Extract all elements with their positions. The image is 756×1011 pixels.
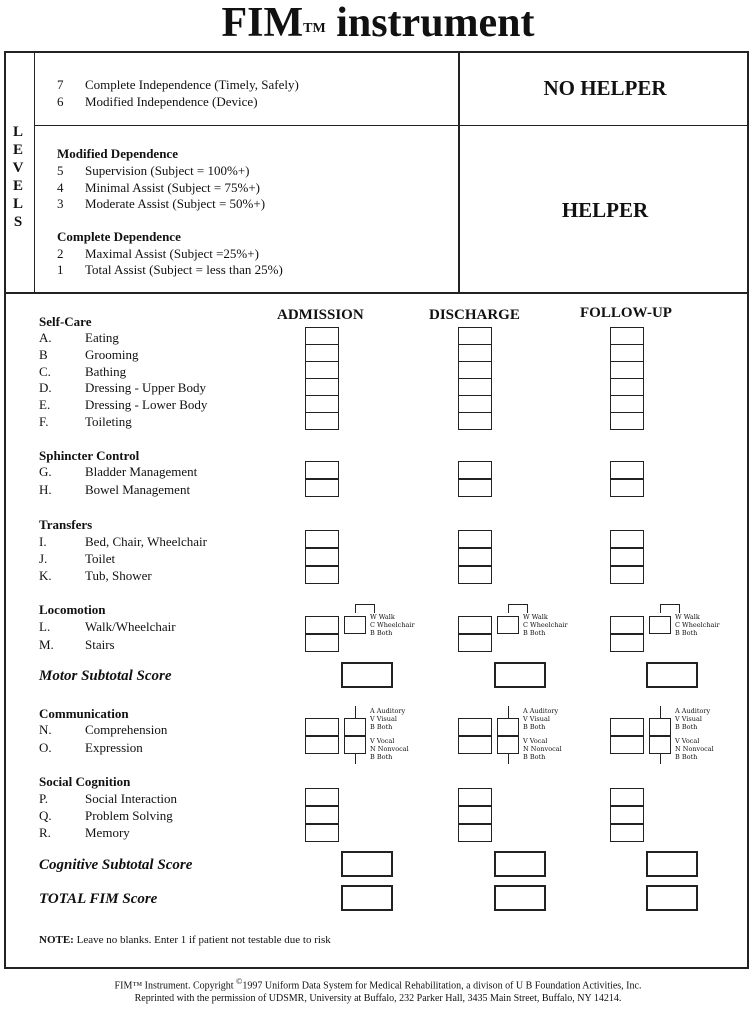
- levels-divider-left: [34, 52, 35, 292]
- cognitive-subtotal-box-admission[interactable]: [341, 851, 393, 877]
- item-label: Social Interaction: [85, 791, 178, 806]
- comprehension-option: V Visual: [523, 715, 550, 723]
- score-box-expression-admission[interactable]: [305, 736, 339, 754]
- score-box-stairs-follow-up[interactable]: [610, 634, 644, 652]
- score-box-comprehension-discharge[interactable]: [458, 718, 492, 736]
- score-box-walk-wheelchair-follow-up[interactable]: [610, 616, 644, 634]
- item-letter: J.: [39, 551, 48, 566]
- item-label: Walk/Wheelchair: [85, 619, 176, 634]
- footer-copyright-b: 1997 Uniform Data System for Medical Rehabilitation, a divison of U B Foundation Activities, Inc.: [242, 980, 642, 992]
- item-label: Problem Solving: [85, 808, 173, 823]
- score-box-social-interaction-follow-up[interactable]: [610, 788, 644, 806]
- level-number: 1: [57, 262, 64, 277]
- note-text: Leave no blanks. Enter 1 if patient not testable due to risk: [73, 934, 331, 946]
- item-label: Grooming: [85, 347, 139, 362]
- item-toilet: [39, 551, 115, 567]
- mode-box-comprehension-admission[interactable]: [344, 718, 366, 736]
- level-number: 3: [57, 196, 64, 211]
- communication-bracket: [508, 754, 509, 764]
- levels-letter: L: [12, 196, 23, 212]
- locomotion-option: B Both: [370, 629, 393, 637]
- score-box-eating-admission[interactable]: [305, 327, 339, 345]
- section-locomotion: Locomotion: [39, 602, 106, 617]
- score-box-tub-shower-discharge[interactable]: [458, 566, 492, 584]
- expression-option: N Nonvocal: [523, 745, 562, 753]
- score-box-toileting-discharge[interactable]: [458, 412, 492, 430]
- item-label: Comprehension: [85, 722, 168, 737]
- level-number: 6: [57, 94, 64, 109]
- level-number: 2: [57, 246, 64, 261]
- item-letter: E.: [39, 397, 51, 412]
- score-box-bed-chair-discharge[interactable]: [458, 530, 492, 548]
- score-box-comprehension-admission[interactable]: [305, 718, 339, 736]
- item-bladder: [39, 464, 197, 480]
- cognitive-subtotal-label: Cognitive Subtotal Score: [39, 857, 193, 873]
- item-label: Memory: [85, 825, 130, 840]
- item-label: Eating: [85, 330, 119, 345]
- item-comprehension: [39, 722, 167, 738]
- expression-option: N Nonvocal: [675, 745, 714, 753]
- score-box-social-interaction-admission[interactable]: [305, 788, 339, 806]
- levels-letter: S: [13, 214, 23, 230]
- level-6: [57, 94, 258, 110]
- page-title: [0, 0, 756, 46]
- note-label: NOTE:: [39, 934, 74, 946]
- item-letter: H.: [39, 482, 52, 497]
- locomotion-option: W Walk: [675, 613, 700, 621]
- score-box-bathing-discharge[interactable]: [458, 361, 492, 379]
- column-admission: ADMISSION: [277, 307, 364, 323]
- locomotion-option: C Wheelchair: [675, 621, 720, 629]
- mode-box-expression-discharge[interactable]: [497, 736, 519, 754]
- locomotion-option: B Both: [675, 629, 698, 637]
- score-box-memory-follow-up[interactable]: [610, 824, 644, 842]
- score-box-dressing-upper-admission[interactable]: [305, 378, 339, 396]
- score-box-toilet-follow-up[interactable]: [610, 548, 644, 566]
- item-walk-wheelchair: [39, 619, 176, 635]
- item-label: Bladder Management: [85, 464, 198, 479]
- item-social-interaction: [39, 791, 177, 807]
- score-box-expression-follow-up[interactable]: [610, 736, 644, 754]
- mode-box-comprehension-discharge[interactable]: [497, 718, 519, 736]
- item-letter: G.: [39, 464, 52, 479]
- helper-label: HELPER: [561, 198, 649, 222]
- score-box-comprehension-follow-up[interactable]: [610, 718, 644, 736]
- item-label: Bathing: [85, 364, 127, 379]
- locomotion-option: C Wheelchair: [523, 621, 568, 629]
- score-box-walk-wheelchair-admission[interactable]: [305, 616, 339, 634]
- footer-reprint: Reprinted with the permission of UDSMR, University at Buffalo, 232 Parker Hall, 3435 Main Street, Buffalo, NY 14214.: [134, 993, 622, 1004]
- score-box-grooming-follow-up[interactable]: [610, 344, 644, 362]
- score-box-problem-solving-discharge[interactable]: [458, 806, 492, 824]
- item-letter: C.: [39, 364, 51, 379]
- score-box-bed-chair-follow-up[interactable]: [610, 530, 644, 548]
- item-eating: [39, 330, 119, 346]
- motor-subtotal-label: Motor Subtotal Score: [39, 668, 172, 684]
- item-label: Dressing - Upper Body: [85, 380, 206, 395]
- expression-option: B Both: [675, 753, 698, 761]
- levels-letter: E: [12, 178, 23, 194]
- cognitive-subtotal-box-discharge[interactable]: [494, 851, 546, 877]
- locomotion-option: B Both: [523, 629, 546, 637]
- item-label: Bowel Management: [85, 482, 191, 497]
- item-letter: N.: [39, 722, 52, 737]
- score-box-dressing-upper-follow-up[interactable]: [610, 378, 644, 396]
- communication-bracket: [660, 754, 661, 764]
- level-3: [57, 196, 265, 212]
- level-text: Modified Independence (Device): [85, 94, 258, 109]
- section-self-care: Self-Care: [39, 314, 92, 329]
- item-bed-chair: [39, 534, 207, 550]
- item-letter: D.: [39, 380, 52, 395]
- item-label: Expression: [85, 740, 143, 755]
- total-fim-box-discharge[interactable]: [494, 885, 546, 911]
- expression-option: B Both: [370, 753, 393, 761]
- score-box-dressing-lower-follow-up[interactable]: [610, 395, 644, 413]
- expression-option: V Vocal: [370, 737, 395, 745]
- column-discharge: DISCHARGE: [429, 307, 520, 323]
- item-stairs: [39, 637, 115, 653]
- score-box-bladder-admission[interactable]: [305, 461, 339, 479]
- communication-bracket: [508, 706, 509, 718]
- score-box-toilet-discharge[interactable]: [458, 548, 492, 566]
- comprehension-option: A Auditory: [523, 707, 559, 715]
- item-toileting: [39, 414, 132, 430]
- comprehension-option: B Both: [675, 723, 698, 731]
- score-box-problem-solving-follow-up[interactable]: [610, 806, 644, 824]
- section-communication: Communication: [39, 706, 129, 721]
- levels-letter: V: [12, 160, 24, 176]
- item-letter: L.: [39, 619, 51, 634]
- no-helper-label: NO HELPER: [543, 76, 667, 100]
- item-bathing: [39, 364, 126, 380]
- item-label: Toileting: [85, 414, 132, 429]
- mode-box-locomotion-discharge[interactable]: [497, 616, 519, 634]
- score-box-expression-discharge[interactable]: [458, 736, 492, 754]
- communication-bracket: [660, 706, 661, 718]
- level-text: Total Assist (Subject = less than 25%): [85, 262, 283, 277]
- item-tub-shower: [39, 568, 152, 584]
- score-box-social-interaction-discharge[interactable]: [458, 788, 492, 806]
- comprehension-option: A Auditory: [370, 707, 406, 715]
- expression-option: N Nonvocal: [370, 745, 409, 753]
- section-transfers: Transfers: [39, 517, 93, 532]
- mode-box-comprehension-follow-up[interactable]: [649, 718, 671, 736]
- score-box-toileting-admission[interactable]: [305, 412, 339, 430]
- level-1: [57, 262, 283, 278]
- item-label: Dressing - Lower Body: [85, 397, 208, 412]
- item-label: Toilet: [85, 551, 116, 566]
- title-trademark: TM: [303, 21, 326, 36]
- item-label: Tub, Shower: [85, 568, 152, 583]
- section-social-cognition: Social Cognition: [39, 774, 131, 789]
- item-expression: [39, 740, 143, 756]
- level-number: 7: [57, 77, 64, 92]
- score-box-bowel-discharge[interactable]: [458, 479, 492, 497]
- modified-dependence-heading: Modified Dependence: [57, 146, 178, 161]
- comprehension-option: V Visual: [370, 715, 397, 723]
- footer-copyright-symbol: ©: [236, 977, 243, 986]
- item-letter: K.: [39, 568, 52, 583]
- levels-letter: L: [12, 124, 23, 140]
- score-box-toilet-admission[interactable]: [305, 548, 339, 566]
- item-memory: [39, 825, 130, 841]
- item-letter: A.: [39, 330, 52, 345]
- level-text: Complete Independence (Timely, Safely): [85, 77, 299, 92]
- level-number: 4: [57, 180, 64, 195]
- score-box-bladder-discharge[interactable]: [458, 461, 492, 479]
- item-letter: M.: [39, 637, 54, 652]
- score-box-bowel-follow-up[interactable]: [610, 479, 644, 497]
- score-box-bathing-admission[interactable]: [305, 361, 339, 379]
- score-box-problem-solving-admission[interactable]: [305, 806, 339, 824]
- locomotion-option: W Walk: [370, 613, 395, 621]
- locomotion-option: C Wheelchair: [370, 621, 415, 629]
- mode-box-expression-admission[interactable]: [344, 736, 366, 754]
- item-grooming: [39, 347, 138, 363]
- comprehension-option: B Both: [370, 723, 393, 731]
- mode-box-locomotion-follow-up[interactable]: [649, 616, 671, 634]
- motor-subtotal-box-admission[interactable]: [341, 662, 393, 688]
- score-box-stairs-admission[interactable]: [305, 634, 339, 652]
- score-box-dressing-lower-admission[interactable]: [305, 395, 339, 413]
- score-box-stairs-discharge[interactable]: [458, 634, 492, 652]
- cognitive-subtotal-box-follow-up[interactable]: [646, 851, 698, 877]
- level-text: Maximal Assist (Subject =25%+): [85, 246, 259, 261]
- score-box-tub-shower-follow-up[interactable]: [610, 566, 644, 584]
- levels-letter: E: [12, 142, 23, 158]
- score-box-eating-follow-up[interactable]: [610, 327, 644, 345]
- total-fim-box-follow-up[interactable]: [646, 885, 698, 911]
- comprehension-option: V Visual: [675, 715, 702, 723]
- item-letter: F.: [39, 414, 49, 429]
- levels-bottom-border: [5, 292, 749, 294]
- section-sphincter-control: Sphincter Control: [39, 448, 140, 463]
- footer-copyright-a: FIM™ Instrument. Copyright: [114, 980, 237, 992]
- locomotion-bracket: [508, 604, 528, 613]
- column-follow-up: FOLLOW-UP: [580, 305, 672, 321]
- locomotion-bracket: [355, 604, 375, 613]
- score-box-bed-chair-admission[interactable]: [305, 530, 339, 548]
- item-letter: B: [39, 347, 48, 362]
- level-4: [57, 180, 260, 196]
- score-box-grooming-admission[interactable]: [305, 344, 339, 362]
- item-letter: R.: [39, 825, 51, 840]
- locomotion-option: W Walk: [523, 613, 548, 621]
- levels-divider-row: [34, 125, 748, 126]
- item-letter: O.: [39, 740, 52, 755]
- comprehension-option: B Both: [523, 723, 546, 731]
- note: [39, 934, 331, 946]
- level-text: Supervision (Subject = 100%+): [85, 163, 250, 178]
- item-letter: P.: [39, 791, 49, 806]
- title-fim: FIM: [221, 0, 304, 46]
- complete-dependence-heading: Complete Dependence: [57, 229, 181, 244]
- mode-box-expression-follow-up[interactable]: [649, 736, 671, 754]
- item-dressing-lower: [39, 397, 207, 413]
- expression-option: V Vocal: [675, 737, 700, 745]
- footer-copyright: [0, 977, 756, 991]
- score-box-dressing-upper-discharge[interactable]: [458, 378, 492, 396]
- comprehension-option: A Auditory: [675, 707, 711, 715]
- level-number: 5: [57, 163, 64, 178]
- level-text: Minimal Assist (Subject = 75%+): [85, 180, 260, 195]
- total-fim-box-admission[interactable]: [341, 885, 393, 911]
- motor-subtotal-box-discharge[interactable]: [494, 662, 546, 688]
- score-box-bowel-admission[interactable]: [305, 479, 339, 497]
- item-label: Stairs: [85, 637, 115, 652]
- item-label: Bed, Chair, Wheelchair: [85, 534, 207, 549]
- level-2: [57, 246, 259, 262]
- score-box-memory-discharge[interactable]: [458, 824, 492, 842]
- score-box-tub-shower-admission[interactable]: [305, 566, 339, 584]
- mode-box-locomotion-admission[interactable]: [344, 616, 366, 634]
- item-letter: I.: [39, 534, 47, 549]
- motor-subtotal-box-follow-up[interactable]: [646, 662, 698, 688]
- score-box-bladder-follow-up[interactable]: [610, 461, 644, 479]
- item-dressing-upper: [39, 380, 206, 396]
- title-instrument: instrument: [325, 0, 535, 46]
- level-7: [57, 77, 299, 93]
- score-box-toileting-follow-up[interactable]: [610, 412, 644, 430]
- score-box-eating-discharge[interactable]: [458, 327, 492, 345]
- locomotion-bracket: [660, 604, 680, 613]
- score-box-memory-admission[interactable]: [305, 824, 339, 842]
- score-box-walk-wheelchair-discharge[interactable]: [458, 616, 492, 634]
- level-text: Moderate Assist (Subject = 50%+): [85, 196, 266, 211]
- communication-bracket: [355, 754, 356, 764]
- level-5: [57, 163, 250, 179]
- item-letter: Q.: [39, 808, 52, 823]
- score-box-bathing-follow-up[interactable]: [610, 361, 644, 379]
- score-box-dressing-lower-discharge[interactable]: [458, 395, 492, 413]
- score-box-grooming-discharge[interactable]: [458, 344, 492, 362]
- item-bowel: [39, 482, 190, 498]
- communication-bracket: [355, 706, 356, 718]
- item-problem-solving: [39, 808, 173, 824]
- expression-option: V Vocal: [523, 737, 548, 745]
- expression-option: B Both: [523, 753, 546, 761]
- total-fim-label: TOTAL FIM Score: [39, 891, 158, 907]
